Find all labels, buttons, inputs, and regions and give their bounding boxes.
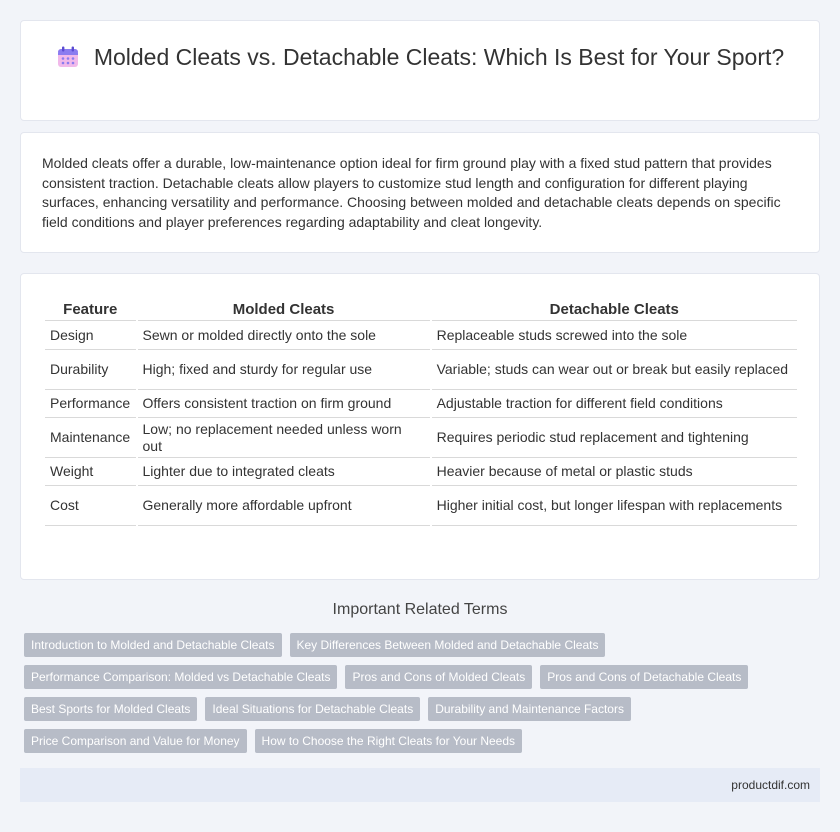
header-detachable: Detachable Cleats bbox=[432, 296, 797, 321]
comparison-table bbox=[43, 296, 799, 526]
page-title-text: Molded Cleats vs. Detachable Cleats: Which Is Best for Your Sport? bbox=[93, 44, 785, 70]
cell-detachable: Higher initial cost, but longer lifespan with replacements bbox=[432, 486, 797, 526]
table-row bbox=[45, 390, 797, 418]
cell-feature: Design bbox=[45, 321, 136, 350]
page-title bbox=[21, 43, 819, 72]
tag-link[interactable]: Pros and Cons of Detachable Cleats bbox=[540, 665, 748, 689]
table-row bbox=[45, 418, 797, 458]
tag-link[interactable]: Pros and Cons of Molded Cleats bbox=[345, 665, 532, 689]
tag-link[interactable]: Best Sports for Molded Cleats bbox=[24, 697, 197, 721]
tag-row bbox=[24, 633, 814, 657]
tag-link[interactable]: How to Choose the Right Cleats for Your Needs bbox=[255, 729, 522, 753]
table-row bbox=[45, 350, 797, 390]
cell-molded: Lighter due to integrated cleats bbox=[138, 458, 430, 486]
header-feature: Feature bbox=[45, 296, 136, 321]
cell-feature: Cost bbox=[45, 486, 136, 526]
cell-molded: Offers consistent traction on firm ground bbox=[138, 390, 430, 418]
cell-feature: Weight bbox=[45, 458, 136, 486]
tag-row bbox=[24, 665, 814, 689]
tag-link[interactable]: Introduction to Molded and Detachable Cleats bbox=[24, 633, 282, 657]
tag-link[interactable]: Durability and Maintenance Factors bbox=[428, 697, 631, 721]
intro-paragraph: Molded cleats offer a durable, low-maintenance option ideal for firm ground play with a fixed stud pattern that provides consistent traction. Detachable cleats allow players to customize stud length and configuration for different playing surfaces, enhancing versatility and performance. Choosing between molded and detachable cleats depends on specific field conditions and player preferences regarding adaptability and cleat longevity. bbox=[42, 155, 781, 230]
tag-link[interactable]: Price Comparison and Value for Money bbox=[24, 729, 247, 753]
tag-link[interactable]: Performance Comparison: Molded vs Detachable Cleats bbox=[24, 665, 337, 689]
cell-detachable: Variable; studs can wear out or break but easily replaced bbox=[432, 350, 797, 390]
cell-detachable: Replaceable studs screwed into the sole bbox=[432, 321, 797, 350]
footer bbox=[20, 768, 820, 802]
tag-row bbox=[24, 697, 814, 721]
title-card bbox=[20, 20, 820, 121]
cell-detachable: Heavier because of metal or plastic studs bbox=[432, 458, 797, 486]
related-terms-list bbox=[24, 633, 814, 761]
comparison-card bbox=[20, 273, 820, 580]
cell-detachable: Adjustable traction for different field conditions bbox=[432, 390, 797, 418]
table-row bbox=[45, 321, 797, 350]
footer-site-name[interactable]: productdif.com bbox=[731, 778, 810, 792]
cell-feature: Performance bbox=[45, 390, 136, 418]
cell-feature: Durability bbox=[45, 350, 136, 390]
table-header-row bbox=[45, 296, 797, 321]
cell-detachable: Requires periodic stud replacement and tightening bbox=[432, 418, 797, 458]
cell-molded: High; fixed and sturdy for regular use bbox=[138, 350, 430, 390]
related-terms-heading: Important Related Terms bbox=[332, 601, 508, 618]
cell-molded: Low; no replacement needed unless worn out bbox=[138, 418, 430, 458]
cell-feature: Maintenance bbox=[45, 418, 136, 458]
table-row bbox=[45, 458, 797, 486]
intro-card bbox=[20, 132, 820, 253]
table-row bbox=[45, 486, 797, 526]
cell-molded: Generally more affordable upfront bbox=[138, 486, 430, 526]
calendar-icon bbox=[56, 45, 80, 69]
tag-link[interactable]: Key Differences Between Molded and Detachable Cleats bbox=[290, 633, 606, 657]
cell-molded: Sewn or molded directly onto the sole bbox=[138, 321, 430, 350]
tag-row bbox=[24, 729, 814, 753]
header-molded: Molded Cleats bbox=[138, 296, 430, 321]
tag-link[interactable]: Ideal Situations for Detachable Cleats bbox=[205, 697, 420, 721]
